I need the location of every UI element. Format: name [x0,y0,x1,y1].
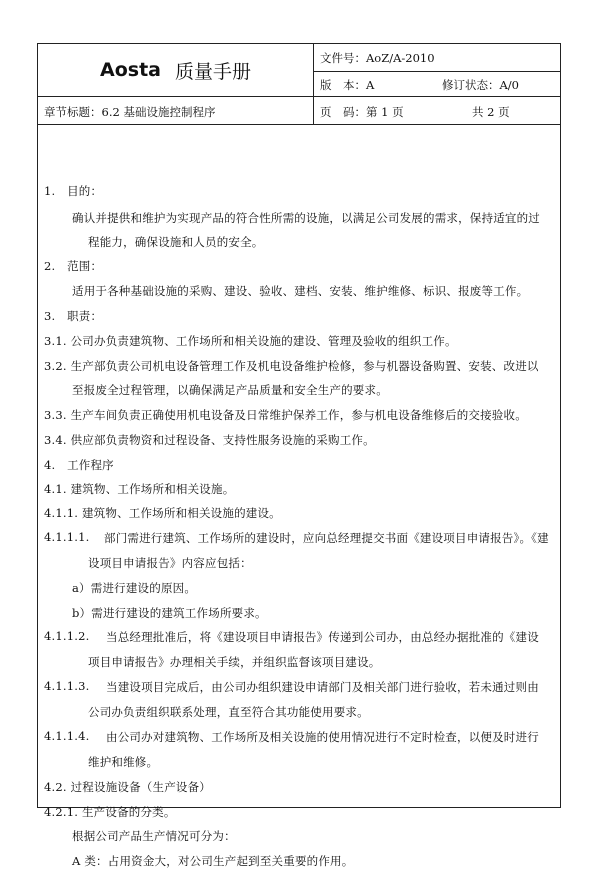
version: 版 本：A [320,78,375,92]
clause-number: 4.1.1.3. [44,679,90,693]
list-item: b）需进行建设的建筑工作场所要求。 [72,606,267,620]
paragraph-line: 当总经理批准后，将《建设项目申请报告》传递到公司办，由总经办据批准的《建设 [106,630,539,644]
subsection-heading: 4.2. 过程设施设备（生产设备） [44,780,211,794]
total-pages: 共 2 页 [472,105,510,119]
section-heading: 3. 职责： [44,309,103,323]
paragraph-line: 3.4. 供应部负责物资和过程设备、支持性服务设施的采购工作。 [44,433,375,447]
document-frame [37,43,561,868]
revision-status: 修订状态：A/0 [442,78,519,92]
paragraph-line: 设项目申请报告》内容应包括： [88,556,252,570]
doc-number: 文件号：AoZ/A-2010 [320,51,435,65]
list-item: a）需进行建设的原因。 [72,581,197,595]
paragraph-line: 至报废全过程管理，以确保满足产品质量和安全生产的要求。 [72,383,388,397]
paragraph-line: 适用于各种基础设施的采购、建设、验收、建档、安装、维护维修、标识、报废等工作。 [72,284,529,298]
paragraph-line: 部门需进行建筑、工作场所的建设时，应向总经理提交书面《建设项目申请报告》。《建 [104,531,549,545]
section-heading: 2. 范围： [44,259,103,273]
subsection-heading: 4.1.1. 建筑物、工作场所和相关设施的建设。 [44,506,281,520]
paragraph-line: 3.3. 生产车间负责正确使用机电设备及日常维护保养工作，参与机电设备维修后的交接验收。 [44,408,527,422]
paragraph-line: 3.1. 公司办负责建筑物、工作场所和相关设施的建设、管理及验收的组织工作。 [44,334,457,348]
paragraph-line: 项目申请报告》办理相关手续，并组织监督该项目建设。 [88,655,381,669]
page-number: 页 码：第 1 页 [320,105,404,119]
document-header [38,44,560,124]
paragraph-line: 当建设项目完成后，由公司办组织建设申请部门及相关部门进行验收，若未通过则由 [106,680,539,694]
paragraph-line: 程能力，确保设施和人员的安全。 [88,235,264,249]
paragraph-line: 维护和维修。 [88,755,159,769]
section-heading: 1. 目的： [44,184,103,198]
clause-number: 4.1.1.4. [44,729,90,743]
subsection-heading: 4.1. 建筑物、工作场所和相关设施。 [44,482,235,496]
subsection-heading: 4.2.1. 生产设备的分类。 [44,805,176,819]
chapter-title: 章节标题：6.2 基础设施控制程序 [44,105,216,119]
clause-number: 4.1.1.2. [44,629,90,643]
paragraph-line: 确认并提供和维护为实现产品的符合性所需的设施，以满足公司发展的需求，保持适宜的过 [72,211,540,225]
paragraph-line: A 类：占用资金大，对公司生产起到至关重要的作用。 [72,854,354,868]
section-heading: 4. 工作程序 [44,458,114,472]
clause-number: 4.1.1.1. [44,530,90,544]
paragraph-line: 3.2. 生产部负责公司机电设备管理工作及机电设备维护检修，参与机器设备购置、安装、改进以 [44,359,539,373]
paragraph-line: 根据公司产品生产情况可分为： [72,829,236,843]
brand-name: Aosta [100,59,161,81]
paragraph-line: 由公司办对建筑物、工作场所及相关设施的使用情况进行不定时检查，以便及时进行 [106,730,539,744]
manual-title [38,44,313,96]
paragraph-line: 公司办负责组织联系处理，直至符合其功能使用要求。 [88,705,369,719]
manual-name: 质量手册 [174,60,251,83]
